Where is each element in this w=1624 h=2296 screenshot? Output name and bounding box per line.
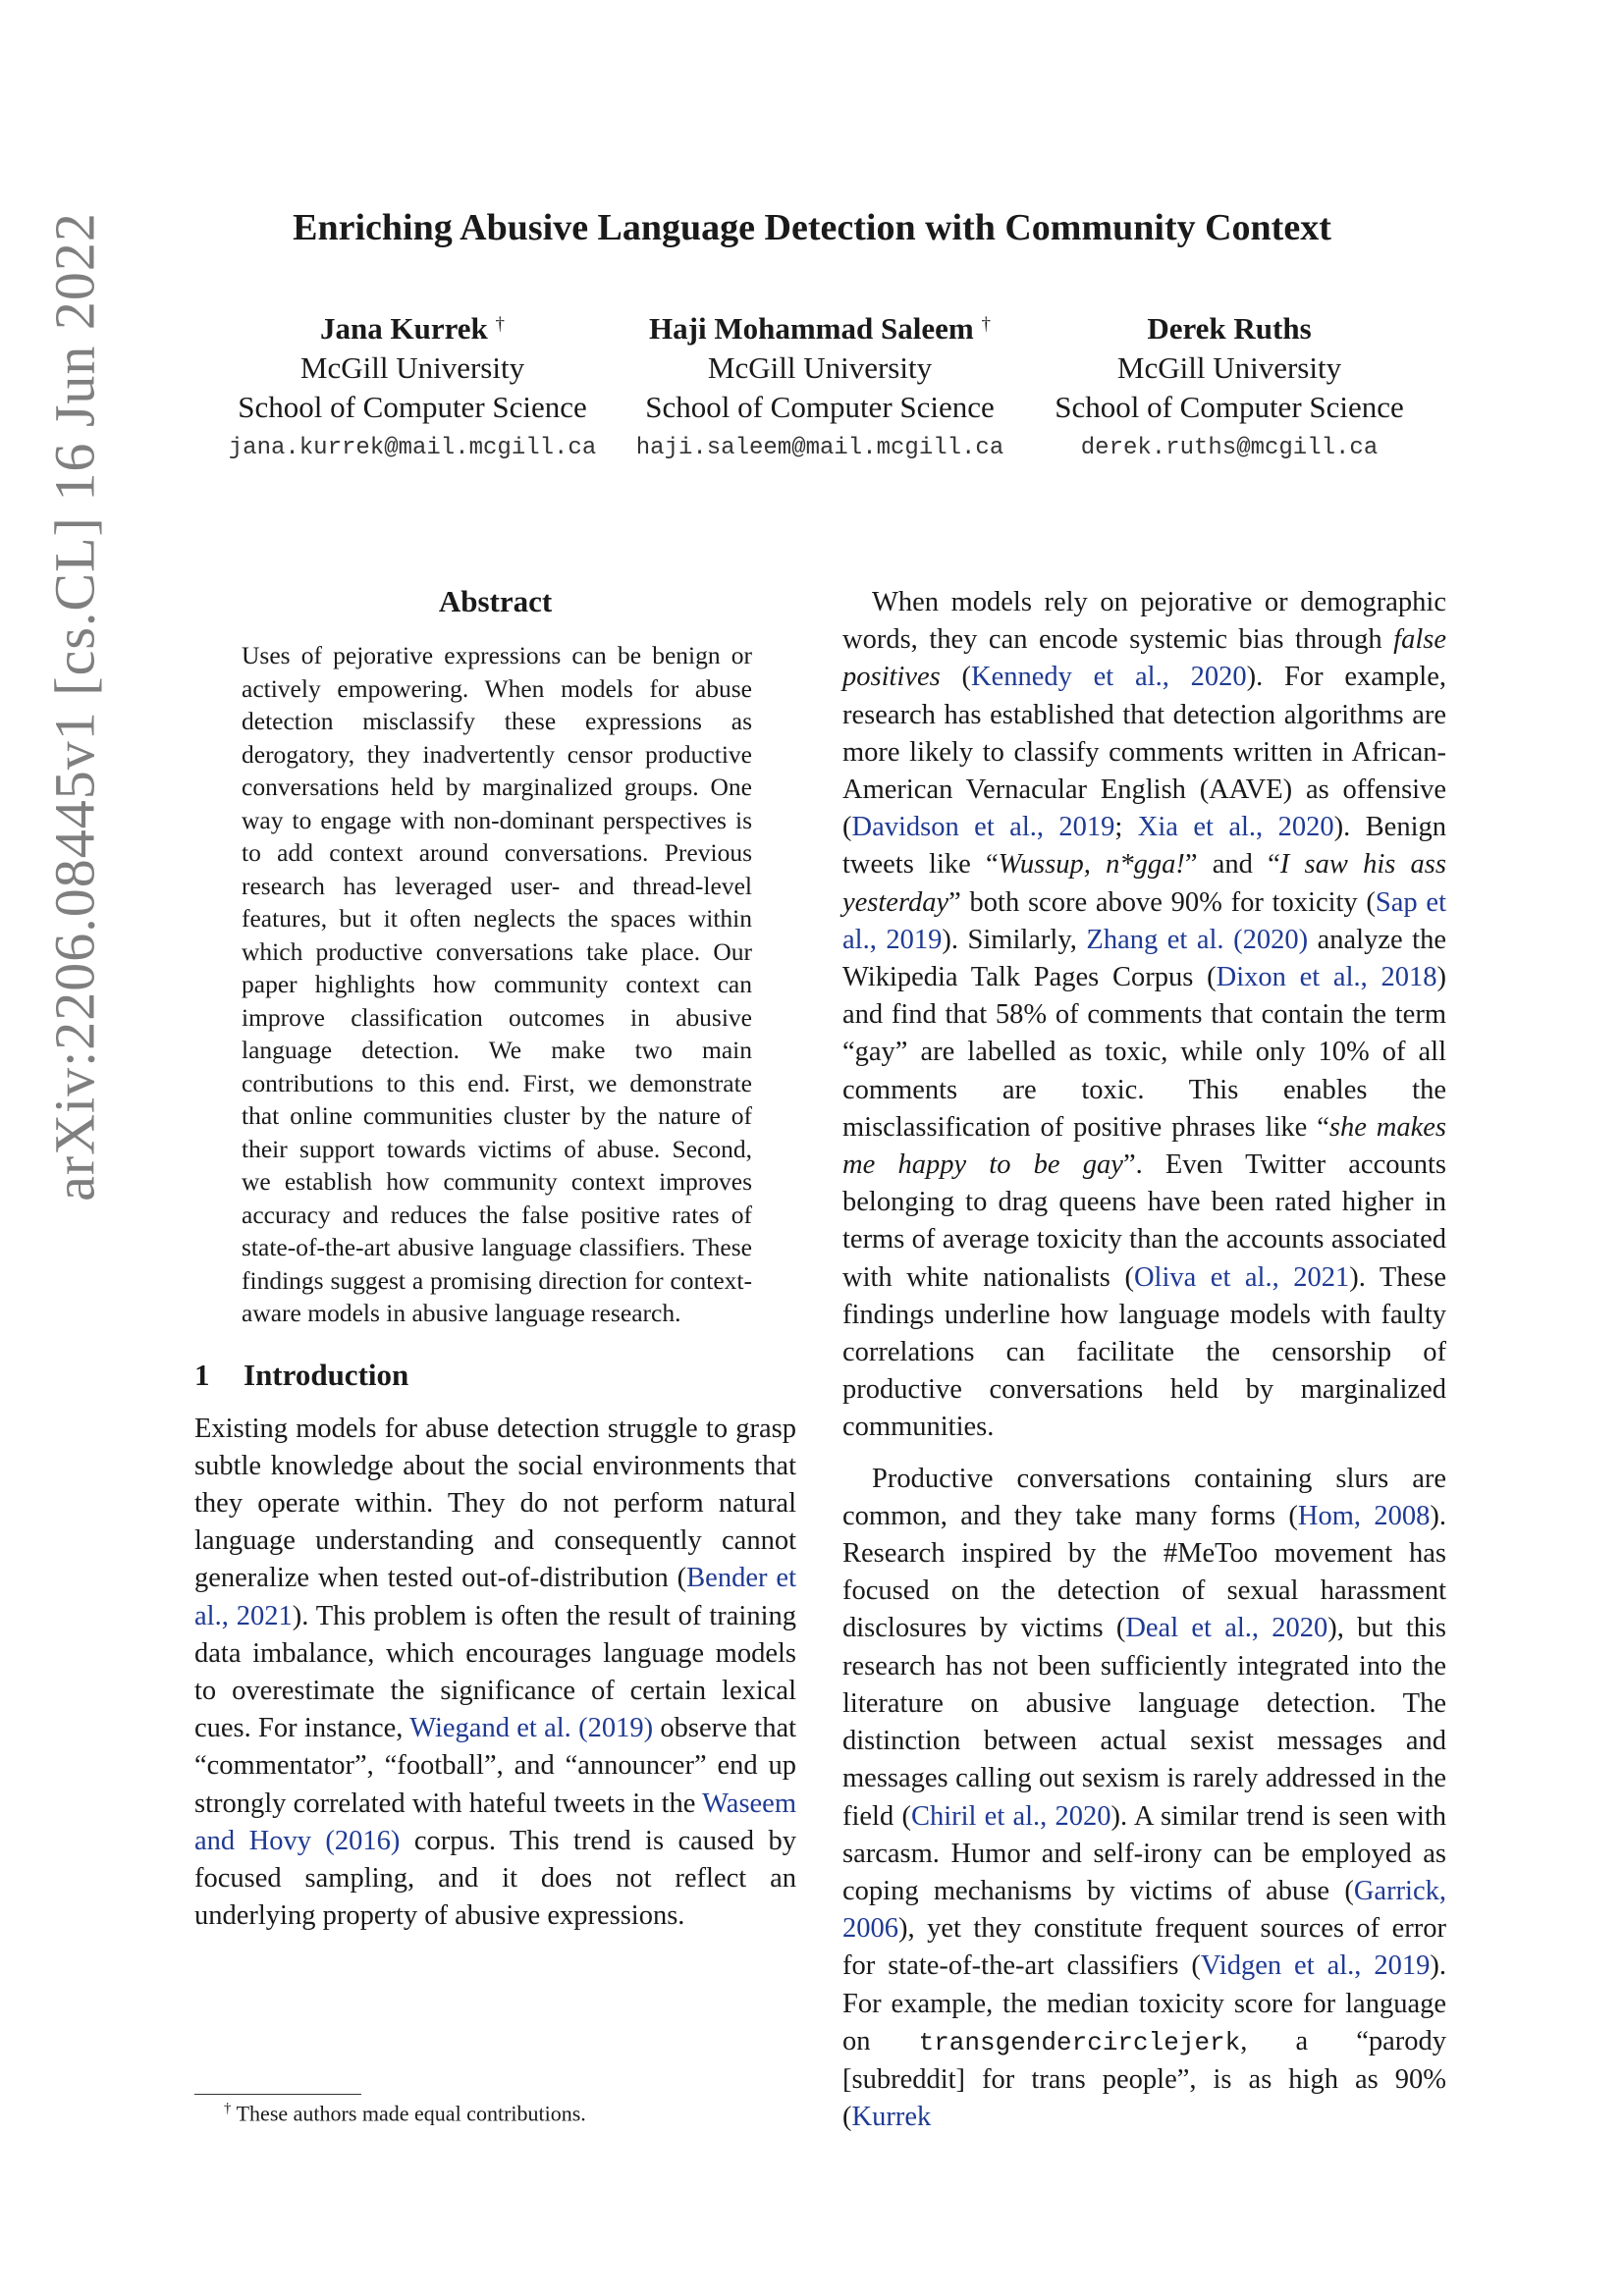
author-name: Jana Kurrek † bbox=[319, 311, 506, 346]
paper-title: Enriching Abusive Language Detection with Community Context bbox=[293, 207, 1331, 248]
citation-link[interactable]: Oliva et al., 2021 bbox=[1133, 1261, 1350, 1293]
citation-link[interactable]: Zhang et al. (2020) bbox=[1086, 924, 1309, 955]
arxiv-identifier: arXiv:2206.08445v1 [cs.CL] 16 Jun 2022 bbox=[42, 212, 107, 1201]
footnote bbox=[224, 2101, 586, 2126]
footnote-mark: † bbox=[224, 2101, 232, 2116]
author-block bbox=[216, 309, 1424, 476]
body-paragraph: Productive conversations containing slurs are common, and they take many forms (Hom, 2008). Research inspired by the #MeToo movement has focused on the detection of sexual harassment disclosures by victims (Deal et al., 2020), but this research has not been sufficiently integrated into the literature on abusive language detection. The distinction between actual sexist messages and messages calling out sexism is rarely addressed in the field (Chiril et al., 2020). A similar trend is seen with sarcasm. Humor and self-irony can be employed as coping mechanisms by victims of abuse (Garrick, 2006), yet they constitute frequent sources of error for state-of-the-art classifiers (Vidgen et al., 2019). For example, the median toxicity score for language on transgendercirclejerk, a “parody [subreddit] for trans people”, is as high as 90% (Kurrek bbox=[842, 1463, 1447, 2133]
abstract-heading: Abstract bbox=[438, 584, 553, 618]
citation-link[interactable]: Wiegand et al. (2019) bbox=[409, 1713, 654, 1744]
left-column bbox=[194, 584, 796, 1935]
citation-link[interactable]: Dixon et al., 2018 bbox=[1216, 962, 1437, 993]
citation-link[interactable]: Xia et al., 2020 bbox=[1137, 812, 1334, 843]
citation-link[interactable]: Deal et al., 2020 bbox=[1125, 1613, 1328, 1644]
citation-link[interactable]: Sap et al., 2019 bbox=[842, 886, 1446, 955]
author-department: School of Computer Science bbox=[1055, 390, 1404, 424]
author-email[interactable]: haji.saleem@mail.mcgill.ca bbox=[635, 435, 1004, 461]
subreddit-name: transgendercirclejerk bbox=[918, 2027, 1241, 2057]
right-column bbox=[842, 584, 1446, 2136]
author-3 bbox=[1033, 309, 1426, 468]
author-affiliation: McGill University bbox=[1116, 350, 1342, 385]
equal-contribution-mark: † bbox=[981, 314, 991, 335]
author-email[interactable]: jana.kurrek@mail.mcgill.ca bbox=[228, 435, 597, 461]
section-heading-introduction: 1 Introduction bbox=[194, 1357, 409, 1392]
citation-link[interactable]: Kennedy et al., 2020 bbox=[971, 662, 1247, 693]
author-department: School of Computer Science bbox=[645, 390, 995, 424]
citation-link[interactable]: Bender et al., 2021 bbox=[194, 1563, 796, 1631]
author-affiliation: McGill University bbox=[299, 350, 525, 385]
author-department: School of Computer Science bbox=[238, 390, 587, 424]
citation-link[interactable]: Chiril et al., 2020 bbox=[910, 1800, 1111, 1832]
citation-link[interactable]: Davidson et al., 2019 bbox=[851, 812, 1115, 843]
equal-contribution-mark: † bbox=[495, 314, 506, 335]
citation-link[interactable]: Waseem and Hovy (2016) bbox=[194, 1788, 796, 1856]
author-email[interactable]: derek.ruths@mcgill.ca bbox=[1080, 435, 1379, 461]
citation-link[interactable]: Hom, 2008 bbox=[1297, 1500, 1431, 1531]
citation-link[interactable]: Garrick, 2006 bbox=[842, 1875, 1446, 1945]
author-name: Haji Mohammad Saleem † bbox=[649, 311, 991, 346]
footnote-text: These authors made equal contributions. bbox=[236, 2101, 586, 2126]
footnote-divider bbox=[194, 2094, 361, 2095]
abstract-text: Uses of pejorative expressions can be benign or actively empowering. When models for abuse detection misclassify these expressions as derogatory, they inadvertently censor productive conversations held by marginalized groups. One way to engage with non-dominant perspectives is to add context around conversations. Previous research has leveraged user- and thread-level features, but it often neglects the spaces within which productive conversations take place. Our paper highlights how community context can improve classification outcomes in abusive language detection. We make two main contributions to this end. First, we demonstrate that online communities cluster by the nature of their support towards victims of abuse. Second, we establish how community context improves accuracy and reduces the false positive rates of state-of-the-art abusive language classifiers. These findings suggest a promising direction for context-aware models in abusive language research. bbox=[242, 641, 752, 1327]
citation-link[interactable]: Kurrek bbox=[851, 2102, 932, 2133]
body-paragraph: When models rely on pejorative or demographic words, they can encode systemic bias through false positives (Kennedy et al., 2020). For example, research has established that detection algorithms are more likely to classify comments written in African-American Vernacular English (AAVE) as offensive (Davidson et al., 2019; Xia et al., 2020). Benign tweets like “Wussup, n*gga!” and “I saw his ass yesterday” both score above 90% for toxicity (Sap et al., 2019). Similarly, Zhang et al. (2020) analyze the Wikipedia Talk Pages Corpus (Dixon et al., 2018) and find that 58% of comments that contain the term “gay” are labelled as toxic, while only 10% of all comments are toxic. This enables the misclassification of positive phrases like “she makes me happy to be gay”. Even Twitter accounts belonging to drag queens have been rated higher in terms of average toxicity than the accounts associated with white nationalists (Oliva et al., 2021). These findings underline how language models with faulty correlations can facilitate the censorship of productive conversations held by marginalized communities. bbox=[842, 587, 1447, 1443]
author-name: Derek Ruths bbox=[1147, 311, 1312, 346]
author-1 bbox=[216, 309, 609, 468]
author-2 bbox=[623, 309, 1016, 468]
author-affiliation: McGill University bbox=[707, 350, 933, 385]
citation-link[interactable]: Vidgen et al., 2019 bbox=[1200, 1950, 1431, 1982]
intro-paragraph: Existing models for abuse detection struggle to grasp subtle knowledge about the social environments that they operate within. They do not perform natural language understanding and consequently cannot generalize when tested out-of-distribution (Bender et al., 2021). This problem is often the result of training data imbalance, which encourages language models to overestimate the significance of certain lexical cues. For instance, Wiegand et al. (2019) observe that “commentator”, “football”, and “announcer” end up strongly correlated with hateful tweets in the Waseem and Hovy (2016) corpus. This trend is caused by focused sampling, and it does not reflect an underlying property of abusive expressions. bbox=[194, 1413, 797, 1932]
